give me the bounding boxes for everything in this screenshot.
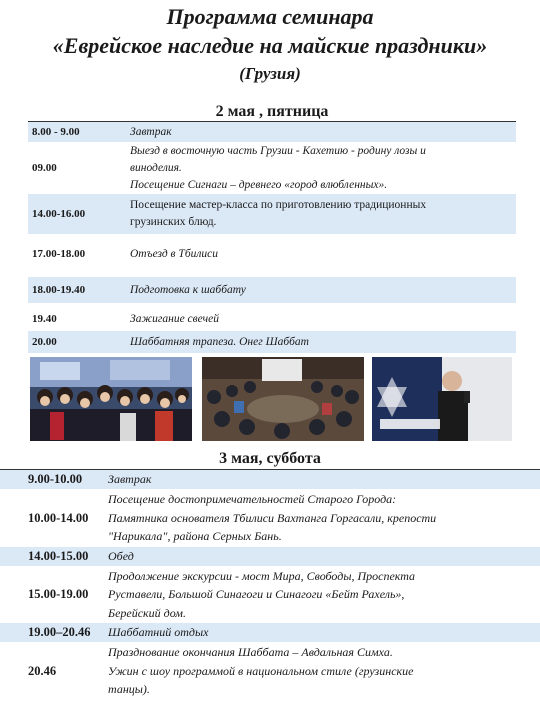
row-desc: Обед: [108, 549, 134, 564]
row-desc: Посещение достопримечательностей Старого Города: Памятника основателя Тбилиси Вахтанга Горгасали, крепости "Нарикала", района Серных Бань.: [108, 492, 437, 544]
row-desc: Подготовка к шаббату: [130, 283, 246, 296]
schedule-row: [0, 623, 540, 642]
schedule-row: [0, 547, 540, 566]
photo-speaker: [372, 357, 512, 441]
row-time: 20.46: [28, 663, 57, 678]
row-time: 9.00-10.00: [28, 472, 83, 486]
row-desc: Шаббатний отдых: [108, 625, 209, 640]
row-time: 14.00-15.00: [28, 549, 89, 563]
title-line-2: «Еврейское наследие на майские праздники»: [52, 33, 488, 58]
photo-group-party: [30, 357, 192, 441]
row-time: 09.00: [32, 162, 57, 174]
row-desc: Шаббатняя трапеза. Онег Шаббат: [130, 335, 309, 348]
row-desc: Завтрак: [108, 472, 152, 487]
schedule-row: [28, 240, 516, 268]
schedule-row: [0, 642, 540, 700]
row-time: 20.00: [32, 336, 57, 348]
title-line-1: Программа семинара: [166, 4, 374, 29]
row-time: 19.00–20.46: [28, 625, 91, 639]
schedule-row: [28, 122, 516, 142]
row-time: 17.00-18.00: [32, 248, 86, 260]
row-time: 19.40: [32, 313, 57, 325]
schedule-row: [0, 470, 540, 489]
schedule-row: [28, 331, 516, 353]
row-time: 14.00-16.00: [32, 208, 86, 220]
day1-heading: 2 мая , пятница: [28, 102, 516, 122]
schedule-row: [28, 308, 516, 330]
row-desc: Завтрак: [130, 125, 172, 138]
row-desc: Выезд в восточную часть Грузии - Кахетию - родину лозы и виноделия. Посещение Сигнаги – древнего «город влюбленных».: [130, 144, 426, 191]
row-desc: Продолжение экскурсии - мост Мира, Свободы, Проспекта Руставели, Большой Синагоги и Синагоги «Бейт Рахель», Берейский дом.: [108, 568, 416, 620]
row-desc: Отъезд в Тбилиси: [130, 247, 218, 260]
row-time: 18.00-19.40: [32, 284, 86, 296]
row-desc: Посещение мастер-класса по приготовлению традиционных грузинских блюд.: [130, 199, 427, 228]
schedule-row: [28, 277, 516, 303]
schedule-row: [0, 566, 540, 623]
row-time: 10.00-14.00: [28, 510, 89, 525]
schedule-row: [0, 489, 540, 547]
schedule-row: [28, 194, 516, 234]
schedule-row: [28, 142, 516, 194]
row-time: 8.00 - 9.00: [32, 126, 80, 138]
photo-seminar-circle: [202, 357, 364, 441]
title-line-3: (Грузия): [239, 64, 301, 83]
day2-heading: 3 мая, суббота: [0, 449, 540, 470]
row-time: 15.00-19.00: [28, 587, 89, 601]
row-desc: Зажигание свечей: [130, 312, 219, 325]
row-desc: Празднование окончания Шаббата – Авдальная Симха. Ужин с шоу программой в национальном стиле (грузинские танцы).: [108, 645, 414, 697]
